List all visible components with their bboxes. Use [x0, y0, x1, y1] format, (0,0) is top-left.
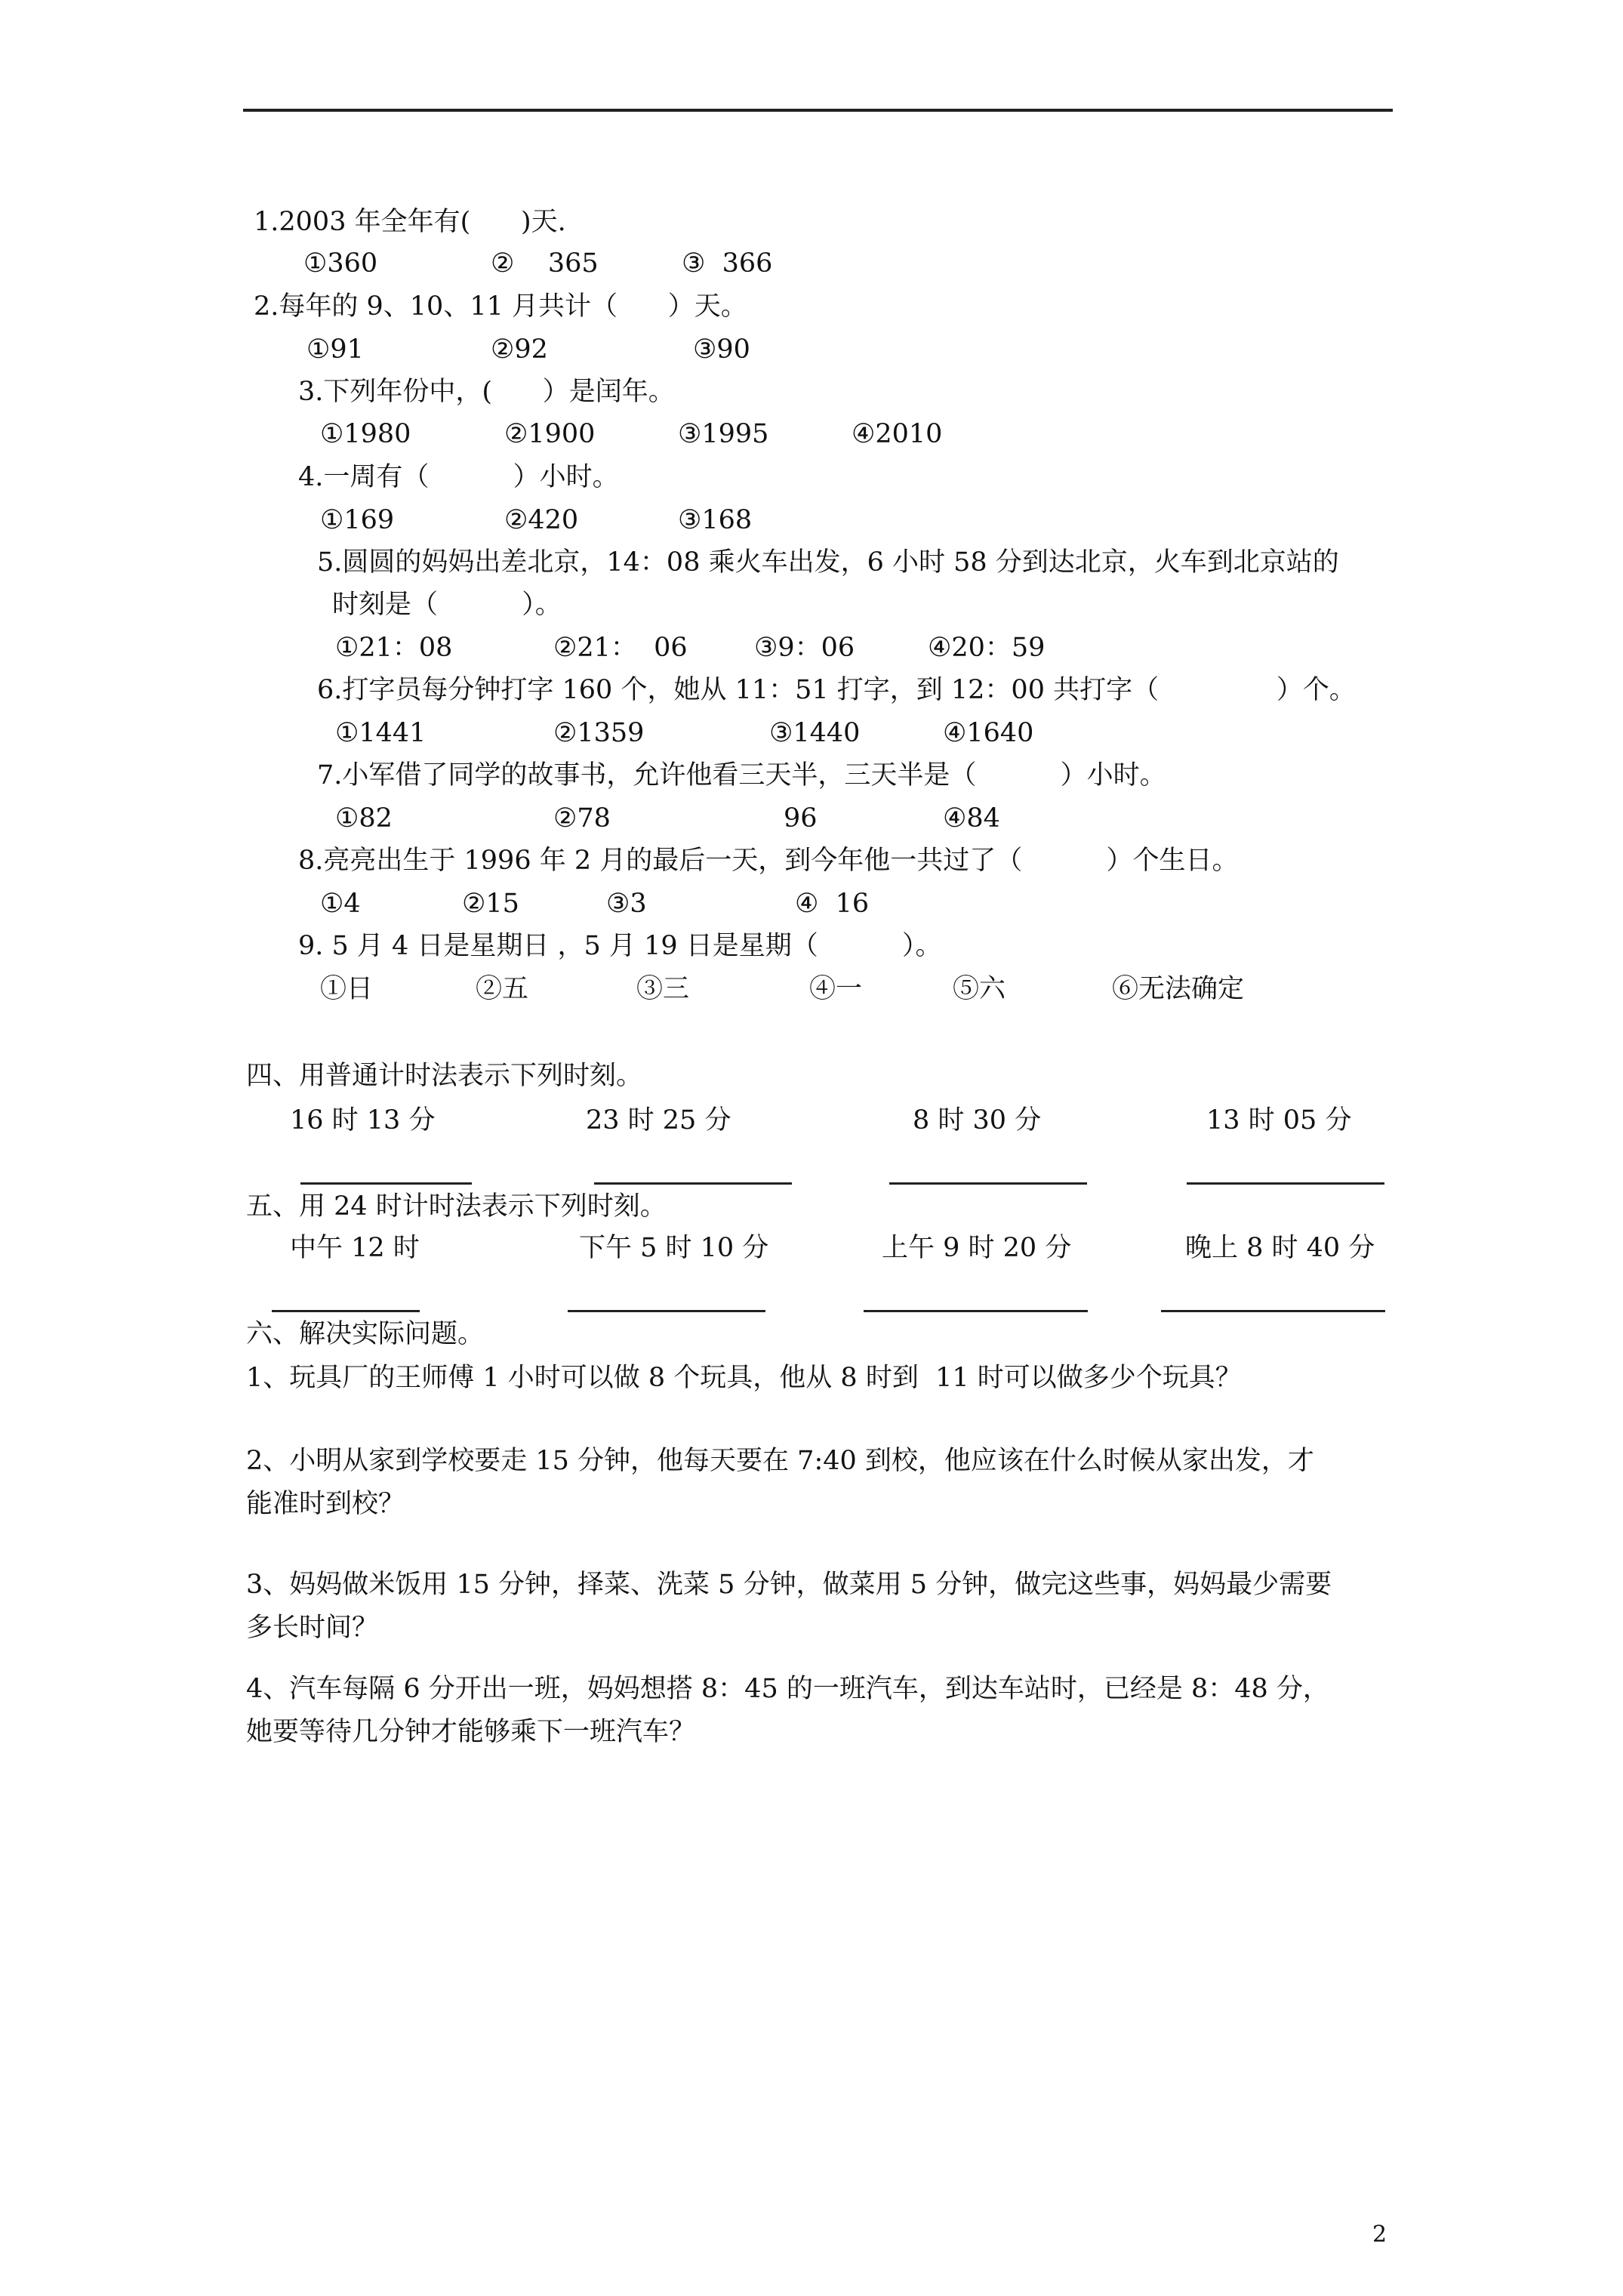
section-5-item-4: 晚上 8 时 40 分 [1185, 1233, 1375, 1263]
q1-option-1: ①360 [303, 248, 378, 279]
header-rule [243, 109, 1393, 112]
answer-blank [300, 1182, 472, 1185]
question-3: 3.下列年份中，( ）是闰年。 [298, 377, 675, 407]
q8-option-1: ①4 [320, 889, 361, 919]
q2-option-2: ②92 [491, 334, 548, 365]
q9-option-6: ⑥无法确定 [1112, 974, 1245, 1004]
question-7: 7.小军借了同学的故事书，允许他看三天半，三天半是（ ）小时。 [317, 760, 1166, 791]
q9-option-5: ⑤六 [953, 974, 1006, 1004]
problem-4-continued: 她要等待几分钟才能够乘下一班汽车？ [246, 1717, 696, 1747]
q2-option-1: ①91 [306, 334, 364, 365]
question-1: 1.2003 年全年有( )天. [254, 207, 566, 237]
question-6: 6.打字员每分钟打字 160 个，她从 11：51 打字，到 12：00 共打字（ ）个。 [317, 675, 1356, 705]
q9-option-4: ④一 [809, 974, 863, 1004]
question-8: 8.亮亮出生于 1996 年 2 月的最后一天，到今年他一共过了（ ）个生日。 [298, 846, 1239, 876]
q1-option-2: ② 365 [491, 248, 599, 279]
section-5-title: 五、用 24 时计时法表示下列时刻。 [246, 1191, 667, 1222]
answer-blank [1187, 1182, 1384, 1185]
q7-option-3: 96 [784, 803, 818, 834]
q6-option-1: ①1441 [335, 718, 427, 748]
problem-2: 2、小明从家到学校要走 15 分钟，他每天要在 7:40 到校，他应该在什么时候从家出发，才 [246, 1446, 1314, 1476]
section-5-item-1: 中午 12 时 [290, 1233, 420, 1263]
q3-option-3: ③1995 [678, 419, 769, 449]
q7-option-4: ④84 [943, 803, 1000, 834]
q5-option-4: ④20：59 [928, 633, 1046, 663]
q5-option-3: ③9：06 [754, 633, 855, 663]
question-5: 5.圆圆的妈妈出差北京，14：08 乘火车出发，6 小时 58 分到达北京，火车到北京站的 [317, 547, 1339, 578]
question-2: 2.每年的 9、10、11 月共计（ ）天。 [254, 291, 747, 322]
q9-option-1: ①日 [320, 974, 374, 1004]
section-4-title: 四、用普通计时法表示下列时刻。 [246, 1061, 643, 1091]
q8-option-2: ②15 [462, 889, 519, 919]
question-4: 4.一周有（ ）小时。 [298, 462, 619, 492]
q4-option-1: ①169 [320, 505, 395, 535]
question-9: 9. 5 月 4 日是星期日 ，5 月 19 日是星期（ ）。 [298, 931, 942, 961]
page-number: 2 [1372, 2221, 1387, 2248]
problem-1: 1、玩具厂的王师傅 1 小时可以做 8 个玩具，他从 8 时到 11 时可以做多少个玩具？ [246, 1363, 1242, 1393]
question-5-continued: 时刻是（ ）。 [332, 590, 562, 620]
q6-option-4: ④1640 [943, 718, 1034, 748]
q7-option-1: ①82 [335, 803, 393, 834]
q9-option-3: ③三 [636, 974, 690, 1004]
q4-option-2: ②420 [504, 505, 579, 535]
section-5-item-3: 上午 9 时 20 分 [882, 1233, 1072, 1263]
answer-blank [594, 1182, 792, 1185]
q4-option-3: ③168 [678, 505, 753, 535]
answer-blank [889, 1182, 1087, 1185]
q3-option-2: ②1900 [504, 419, 596, 449]
section-4-item-4: 13 时 05 分 [1206, 1105, 1352, 1136]
q8-option-3: ③3 [606, 889, 647, 919]
section-4-item-3: 8 时 30 分 [913, 1105, 1042, 1136]
answer-blank [1161, 1310, 1385, 1312]
section-5-item-2: 下午 5 时 10 分 [579, 1233, 769, 1263]
q1-option-3: ③ 366 [682, 248, 773, 279]
section-6-title: 六、解决实际问题。 [246, 1319, 485, 1349]
q6-option-2: ②1359 [553, 718, 645, 748]
answer-blank [568, 1310, 765, 1312]
q6-option-3: ③1440 [769, 718, 861, 748]
section-4-item-2: 23 时 25 分 [586, 1105, 731, 1136]
q2-option-3: ③90 [693, 334, 750, 365]
answer-blank [864, 1310, 1088, 1312]
problem-3: 3、妈妈做米饭用 15 分钟，择菜、洗菜 5 分钟，做菜用 5 分钟，做完这些事，妈妈最少需要 [246, 1570, 1332, 1600]
q9-option-2: ②五 [476, 974, 529, 1004]
q7-option-2: ②78 [553, 803, 611, 834]
problem-2-continued: 能准时到校？ [246, 1489, 405, 1519]
answer-blank [272, 1310, 420, 1312]
q5-option-1: ①21：08 [335, 633, 453, 663]
problem-3-continued: 多长时间？ [246, 1613, 379, 1643]
q3-option-1: ①1980 [320, 419, 411, 449]
problem-4: 4、汽车每隔 6 分开出一班，妈妈想搭 8：45 的一班汽车，到达车站时，已经是 8：48 分， [246, 1674, 1329, 1704]
q3-option-4: ④2010 [852, 419, 943, 449]
section-4-item-1: 16 时 13 分 [290, 1105, 436, 1136]
q5-option-2: ②21： 06 [553, 633, 688, 663]
q8-option-4: ④ 16 [795, 889, 870, 919]
